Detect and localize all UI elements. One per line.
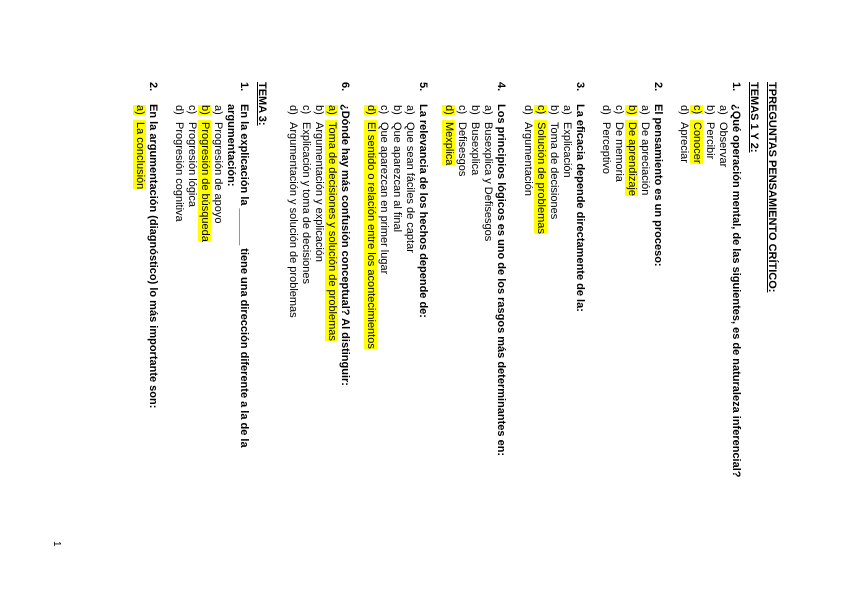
option-text: Que aparezcan en primer lugar <box>378 122 390 275</box>
option-letter: d) <box>287 105 299 115</box>
option-text-highlighted: El sentido o relación entre los acontecimientos <box>365 122 377 349</box>
option-letter: c) <box>378 105 390 115</box>
section-heading-temas-1-2: TEMAS 1 Y 2: <box>748 82 760 153</box>
option-text: Explicación y toma de decisiones <box>300 122 312 285</box>
option-text-highlighted: Conocer <box>691 122 703 164</box>
option-letter-highlighted: b) <box>626 105 638 115</box>
question-number: 5. <box>417 82 429 92</box>
question-text: Los principios lógicos es uno de los rasgos más determinantes en: <box>495 104 507 457</box>
option-letter: b) <box>469 105 481 115</box>
option-text: De apreciación <box>639 122 651 196</box>
option-letter: b) <box>391 105 403 115</box>
option-letter: d) <box>600 105 612 115</box>
document-title: TPREGUNTAS PENSAMIENTO CRÍTICO: <box>766 82 778 293</box>
question-text: El pensamiento es un proceso: <box>652 104 664 267</box>
option-letter: d) <box>173 105 185 115</box>
option-letter: d) <box>522 105 534 115</box>
question-text-continued: argumentación: <box>225 104 237 187</box>
option-text: Que aparezcan al final <box>391 122 403 233</box>
question-number: 4. <box>495 82 507 92</box>
option-letter: a) <box>561 105 573 115</box>
option-text: Argumentación y solución de problemas <box>287 122 299 318</box>
option-text: Que sean fáciles de captar <box>404 122 416 253</box>
option-letter: c) <box>186 105 198 115</box>
option-letter: c) <box>456 105 468 115</box>
option-text-highlighted: Progresión de búsqueda <box>199 122 211 242</box>
option-text: Busexplica y Defisesgos <box>482 122 494 242</box>
option-letter: a) <box>212 105 224 115</box>
section-heading-tema-3: TEMA 3: <box>256 82 268 126</box>
option-text-highlighted: La conclusión <box>134 122 146 190</box>
option-text-highlighted: Solución de problemas <box>535 122 547 234</box>
question-text: ¿Dónde hay más confusión conceptual? Al distinguir: <box>339 104 351 386</box>
option-letter: a) <box>717 105 729 115</box>
question-number: 1. <box>730 82 742 92</box>
option-letter-highlighted: a) <box>134 105 146 115</box>
question-text: En la explicación la ______ tiene una dirección diferente a la de la <box>238 104 250 448</box>
option-letter: a) <box>404 105 416 115</box>
option-text: Perceptivo <box>600 122 612 174</box>
option-letter-highlighted: c) <box>535 105 547 115</box>
question-text: En la argumentación (diagnóstico) lo más importante son: <box>147 104 159 409</box>
option-text-highlighted: De aprendizaje <box>626 122 638 196</box>
option-letter-highlighted: d) <box>443 105 455 115</box>
option-text: Defisesgos <box>456 122 468 177</box>
page-number: 1 <box>51 541 62 547</box>
option-letter-highlighted: a) <box>326 105 338 115</box>
option-text-highlighted: Toma de decisiones y solución de problemas <box>326 122 338 341</box>
question-number: 3. <box>574 82 586 92</box>
question-text: La eficacia depende directamente de la: <box>574 104 586 312</box>
question-number: 2. <box>147 82 159 92</box>
option-text: Argumentación y explicación <box>313 122 325 263</box>
question-text: La relevancia de los hechos depende de: <box>417 104 429 318</box>
option-text: Progresión de apoyo <box>212 122 224 224</box>
option-letter: c) <box>613 105 625 115</box>
option-text: Argumentación <box>522 122 534 196</box>
option-letter-highlighted: d) <box>365 105 377 115</box>
option-text: Percibir <box>704 122 716 160</box>
option-letter: c) <box>300 105 312 115</box>
question-number: 2. <box>652 82 664 92</box>
question-number: 6. <box>339 82 351 92</box>
option-text: Explicación <box>561 122 573 178</box>
option-text: Progresión lógica <box>186 122 198 207</box>
option-letter: b) <box>548 105 560 115</box>
option-letter-highlighted: b) <box>199 105 211 115</box>
question-text: ¿Qué operación mental, de las siguientes, es de naturaleza inferencial? <box>730 104 742 478</box>
option-text: Toma de decisiones <box>548 122 560 220</box>
option-text: Progresión cognitiva <box>173 122 185 222</box>
option-text: De memoria <box>613 122 625 182</box>
option-letter: a) <box>482 105 494 115</box>
question-number: 1. <box>238 82 250 92</box>
option-text-highlighted: Mexplica <box>443 122 455 166</box>
option-text: Observar <box>717 122 729 168</box>
option-letter: a) <box>639 105 651 115</box>
option-text: Busexplica <box>469 122 481 176</box>
option-letter-highlighted: c) <box>691 105 703 115</box>
option-letter: b) <box>313 105 325 115</box>
option-letter: d) <box>678 105 690 115</box>
option-text: Apreciar <box>678 122 690 163</box>
option-letter: b) <box>704 105 716 115</box>
